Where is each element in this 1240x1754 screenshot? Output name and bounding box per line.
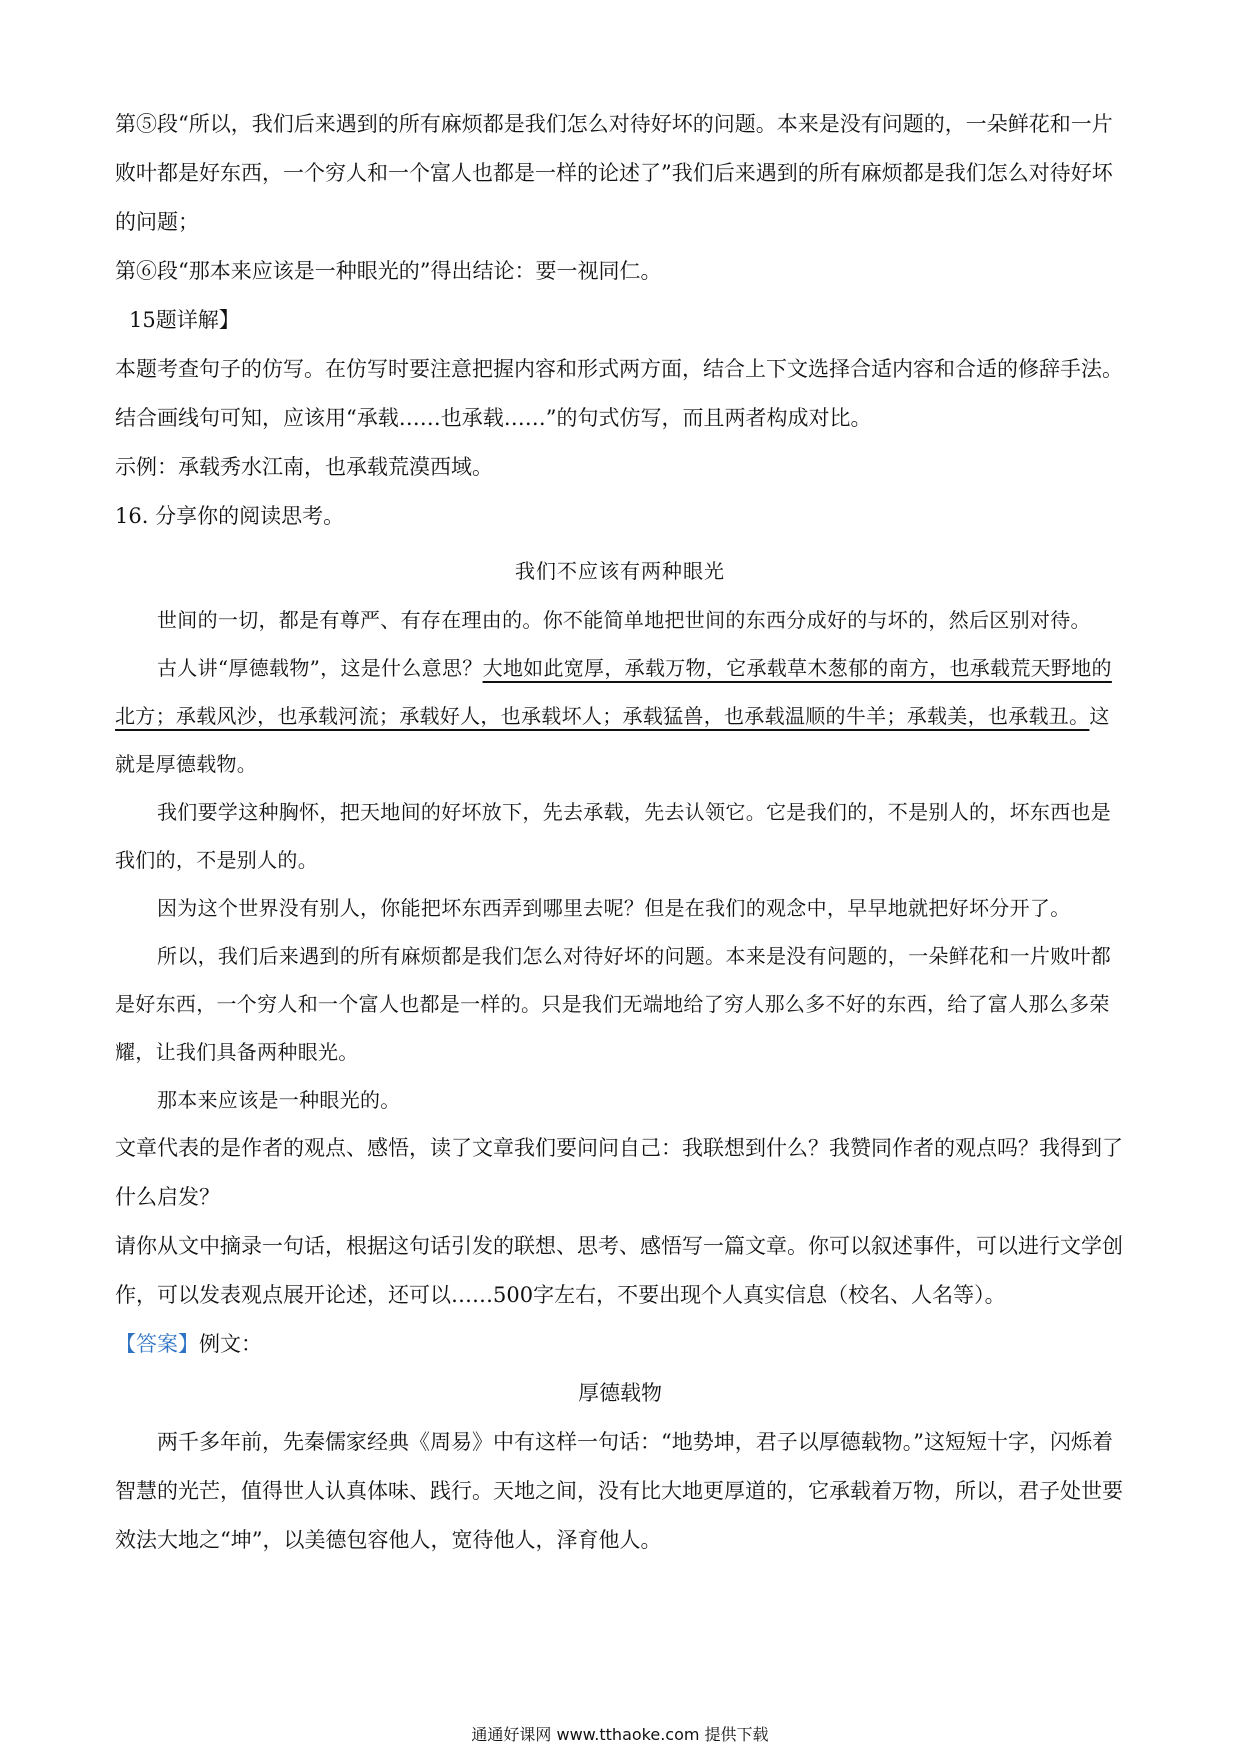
essay-paragraph-1: 两千多年前，先秦儒家经典《周易》中有这样一句话：“地势坤，君子以厚德载物。”这短短十字，闪烁着智慧的光芒，值得世人认真体味、践行。天地之间，没有比大地更厚道的，它承载着万物，所以，君子处世要效法大地之“坤”，以美德包容他人，宽待他人，泽育他人。 <box>115 1430 1123 1552</box>
passage-paragraph-4: 因为这个世界没有别人，你能把坏东西弄到哪里去呢？但是在我们的观念中，早早地就把好坏分开了。 <box>157 896 1071 920</box>
q15-hint: 结合画线句可知，应该用“承载……也承载……”的句式仿写，而且两者构成对比。 <box>115 406 872 430</box>
passage-p2-tail: 这就是厚德载物。 <box>115 704 1110 776</box>
passage-p2-lead: 古人讲“厚德载物”，这是什么意思？ <box>157 656 483 680</box>
page-footer: 通通好课网 www.tthaoke.com 提供下载 <box>471 1725 769 1744</box>
q16-question: 16. 分享你的阅读思考。 <box>115 504 345 528</box>
answer-label: 例文： <box>199 1332 262 1356</box>
essay-title: 厚德载物 <box>578 1381 662 1405</box>
answer-line <box>115 1320 1125 1369</box>
para6-analysis: 第⑥段“那本来应该是一种眼光的”得出结论：要一视同仁。 <box>115 259 662 283</box>
underlined-sentence: 大地如此宽厚，承载万物，它承载草木葱郁的南方，也承载荒天野地的北方；承载风沙，也承载河流；承载好人，也承载坏人；承载猛兽，也承载温顺的牛羊；承载美，也承载丑。 <box>115 656 1112 728</box>
passage-paragraph-3: 我们要学这种胸怀，把天地间的好坏放下，先去承载，先去认领它。它是我们的，不是别人的，坏东西也是我们的，不是别人的。 <box>115 800 1112 872</box>
passage-title: 我们不应该有两种眼光 <box>515 559 725 583</box>
q15-explanation: 本题考查句子的仿写。在仿写时要注意把握内容和形式两方面，结合上下文选择合适内容和合适的修辞手法。 <box>115 357 1123 381</box>
passage-paragraph-6: 那本来应该是一种眼光的。 <box>157 1088 401 1112</box>
passage-paragraph-2 <box>115 644 1125 788</box>
q16-prompt-task: 请你从文中摘录一句话，根据这句话引发的联想、思考、感悟写一篇文章。你可以叙述事件，可以进行文学创作，可以发表观点展开论述，还可以……500字左右，不要出现个人真实信息（校名、人名等）。 <box>115 1234 1123 1307</box>
para5-analysis: 第⑤段“所以，我们后来遇到的所有麻烦都是我们怎么对待好坏的问题。本来是没有问题的，一朵鲜花和一片败叶都是好东西，一个穷人和一个富人也都是一样的论述了”我们后来遇到的所有麻烦都是我们怎么对待好坏的问题； <box>115 112 1113 234</box>
passage-paragraph-5: 所以，我们后来遇到的所有麻烦都是我们怎么对待好坏的问题。本来是没有问题的，一朵鲜花和一片败叶都是好东西，一个穷人和一个富人也都是一样的。只是我们无端地给了穷人那么多不好的东西，给了富人那么多荣耀，让我们具备两种眼光。 <box>115 944 1112 1064</box>
q15-heading: 15题详解】 <box>129 308 240 332</box>
q16-prompt-reflection: 文章代表的是作者的观点、感悟，读了文章我们要问问自己：我联想到什么？我赞同作者的观点吗？我得到了什么启发？ <box>115 1136 1123 1209</box>
q15-example: 示例：承载秀水江南，也承载荒漠西域。 <box>115 455 493 479</box>
passage-paragraph-1: 世间的一切，都是有尊严、有存在理由的。你不能简单地把世间的东西分成好的与坏的，然后区别对待。 <box>157 608 1091 632</box>
answer-tag: 【答案】 <box>115 1332 199 1356</box>
document-page <box>115 100 1125 1565</box>
